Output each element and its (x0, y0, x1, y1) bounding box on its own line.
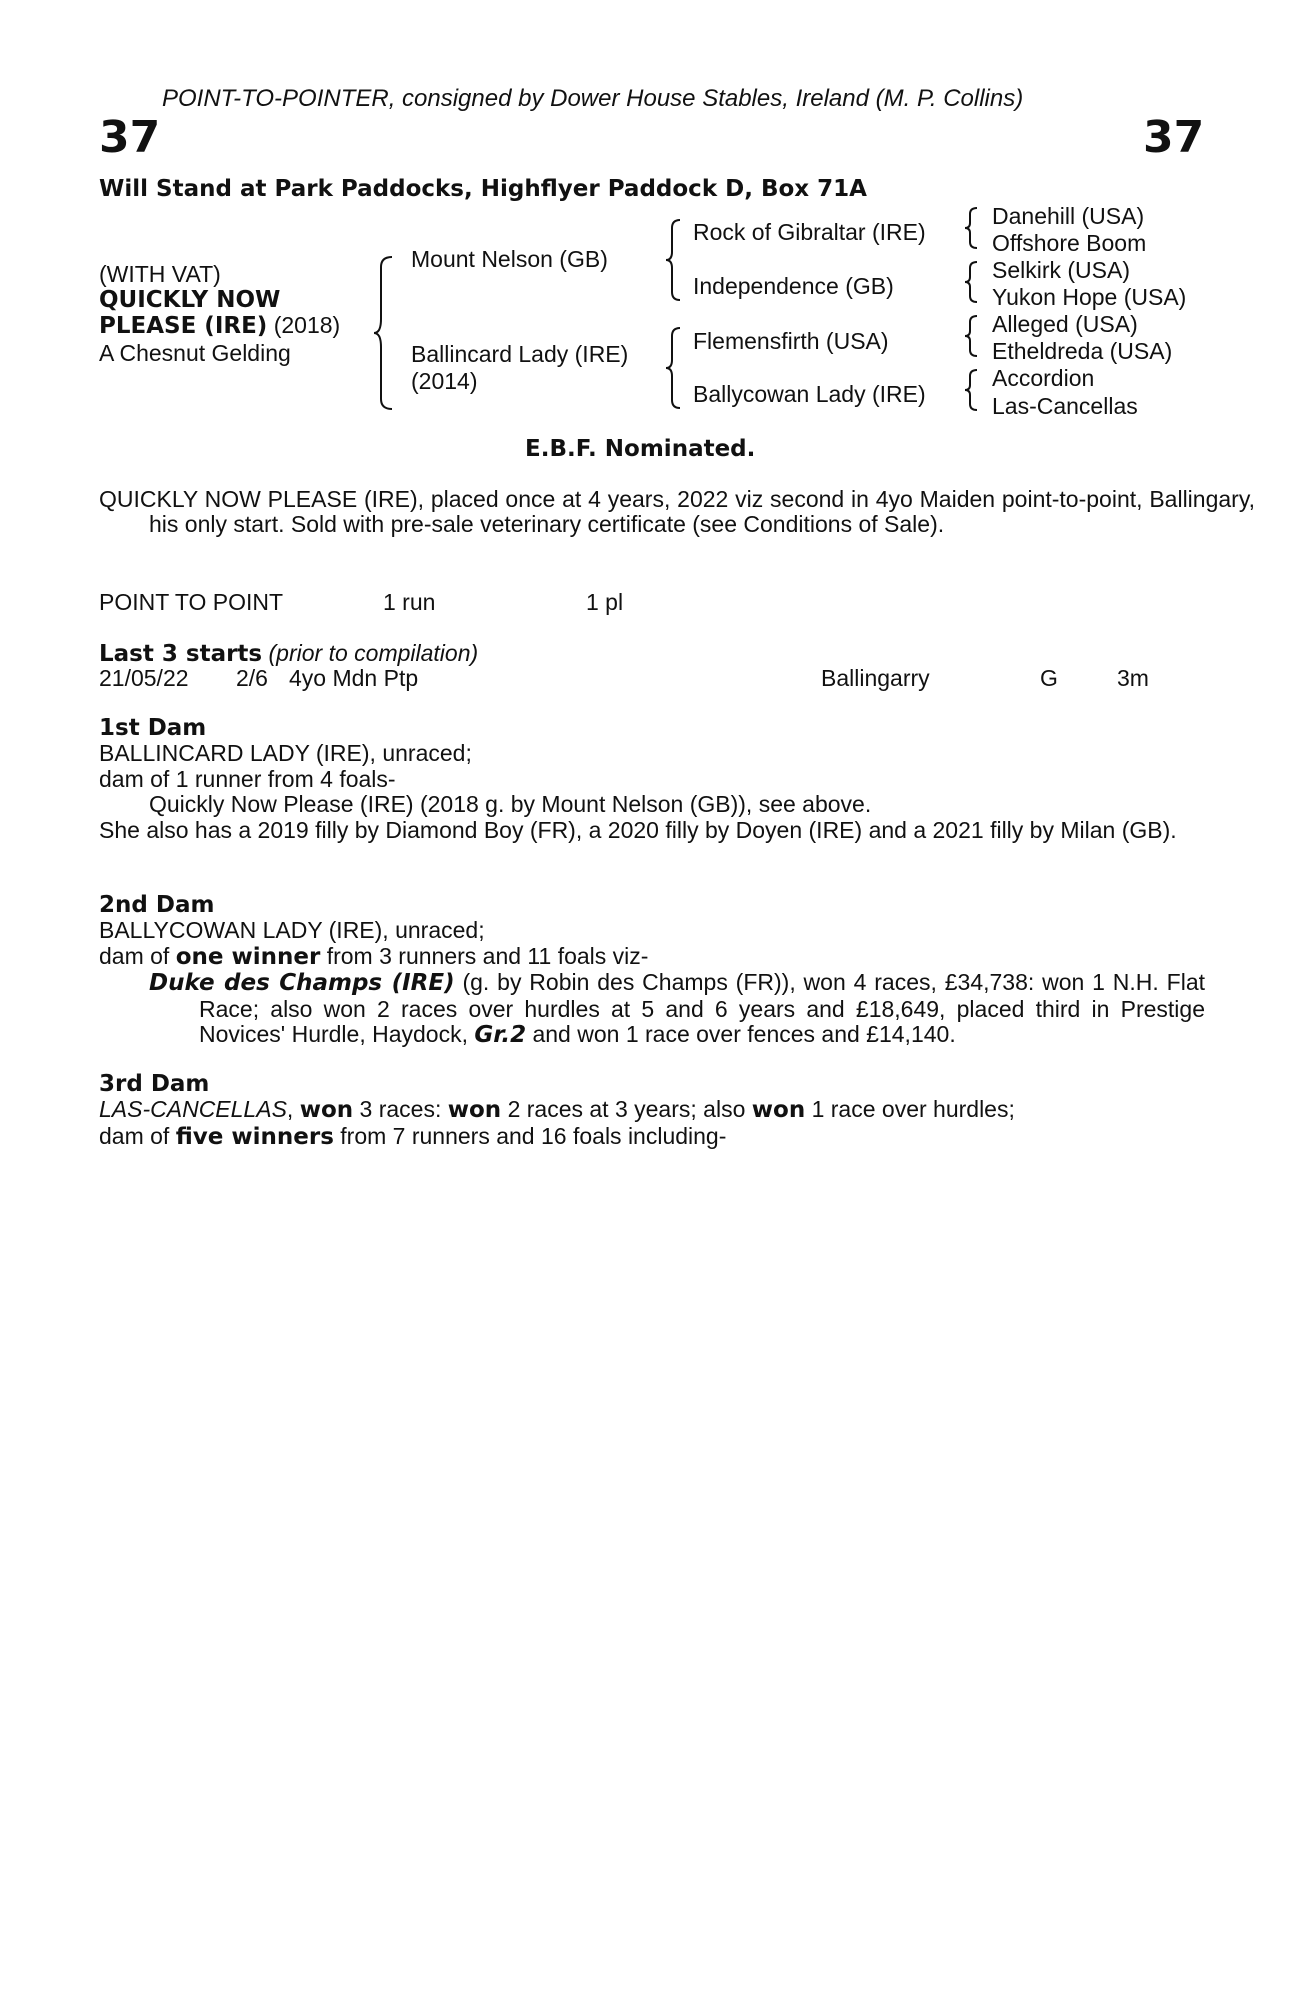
gg-sds: Selkirk (USA) (992, 257, 1131, 283)
first-dam-note: She also has a 2019 filly by Diamond Boy (FR), a 2020 filly by Doyen (IRE) and a 2021 filly by Milan (GB). (99, 816, 1177, 843)
dam-dam: Ballycowan Lady (IRE) (693, 381, 926, 407)
consignor-line: POINT-TO-POINTER, consigned by Dower House Stables, Ireland (M. P. Collins) (162, 85, 1024, 112)
second-dam-produce: Duke des Champs (IRE) (g. by Robin des Champs (FR)), won 4 races, £34,738: won 1 N.H. Flat Race; also won 2 races over hurdles at 5 and 6 years and £18,649, placed third in Prestige Novices' Hurdle, Haydock, Gr.2 and won 1 race over fences and £14,140. (149, 969, 1205, 1049)
record-runs: 1 run (383, 589, 436, 615)
dam-line2: (2014) (411, 368, 478, 394)
start-going: G (1040, 665, 1058, 691)
third-dam-line1: LAS-CANCELLAS, won 3 races: won 2 races at 3 years; also won 1 race over hurdles; (99, 1096, 1015, 1124)
gg-ddd: Las-Cancellas (992, 393, 1138, 419)
brace-main (372, 255, 394, 411)
third-dam-line2: dam of five winners from 7 runners and 16 foals including- (99, 1122, 727, 1150)
summary-text: QUICKLY NOW PLEASE (IRE), placed once at 4 years, 2022 viz second in 4yo Maiden point-to-point, Ballingary, his only start. Sold with pre-sale veterinary certificate (see Conditions of Sale). (99, 486, 1255, 538)
brace-sire (664, 218, 682, 302)
dam-line1: Ballincard Lady (IRE) (411, 341, 629, 367)
brace-ds (963, 314, 979, 358)
brace-ss (963, 206, 979, 250)
third-dam-section (99, 1072, 1205, 1150)
start-distance: 3m (1117, 665, 1149, 691)
gg-dsd: Etheldreda (USA) (992, 338, 1173, 364)
first-dam-produce: Quickly Now Please (IRE) (2018 g. by Mount Nelson (GB)), see above. (149, 791, 872, 818)
second-dam-line1: BALLYCOWAN LADY (IRE), unraced; (99, 917, 485, 944)
vat-note: (WITH VAT) (99, 261, 221, 287)
brace-dd (963, 368, 979, 412)
start-position: 2/6 (236, 665, 268, 691)
horse-name-line2: PLEASE (IRE) (2018) (99, 312, 341, 339)
gg-dss: Alleged (USA) (992, 311, 1138, 337)
second-dam-line2: dam of one winner from 3 runners and 11 foals viz- (99, 942, 649, 970)
first-dam-section (99, 716, 1205, 843)
third-dam-heading: 3rd Dam (99, 1071, 210, 1097)
dam-sire: Flemensfirth (USA) (693, 328, 889, 354)
last-starts-heading: Last 3 starts (prior to compilation) (99, 640, 479, 667)
gg-sss: Danehill (USA) (992, 203, 1145, 229)
lot-number-right: 37 (1143, 112, 1205, 163)
start-course: Ballingarry (821, 665, 930, 691)
second-dam-heading: 2nd Dam (99, 892, 215, 918)
lot-number-left: 37 (99, 112, 161, 163)
gg-ssd: Offshore Boom (992, 230, 1147, 256)
horse-name-line1: QUICKLY NOW (99, 287, 281, 313)
first-dam-heading: 1st Dam (99, 715, 207, 741)
start-date: 21/05/22 (99, 665, 189, 691)
sire-dam: Independence (GB) (693, 273, 894, 299)
first-dam-line2: dam of 1 runner from 4 foals- (99, 765, 396, 792)
brace-sd (963, 260, 979, 304)
sire-sire: Rock of Gibraltar (IRE) (693, 219, 926, 245)
record-type: POINT TO POINT (99, 589, 284, 615)
gg-dds: Accordion (992, 365, 1095, 391)
horse-description: A Chesnut Gelding (99, 340, 291, 366)
first-dam-line1: BALLINCARD LADY (IRE), unraced; (99, 740, 472, 767)
start-race: 4yo Mdn Ptp (289, 665, 419, 691)
sire: Mount Nelson (GB) (411, 246, 608, 272)
gg-sdd: Yukon Hope (USA) (992, 284, 1187, 310)
brace-dam (664, 326, 682, 410)
ebf-nominated: E.B.F. Nominated. (525, 436, 756, 462)
second-dam-section (99, 893, 1205, 1048)
horse-summary (99, 487, 1255, 538)
record-placed: 1 pl (586, 589, 624, 615)
stabling-location: Will Stand at Park Paddocks, Highflyer Paddock D, Box 71A (99, 176, 867, 202)
